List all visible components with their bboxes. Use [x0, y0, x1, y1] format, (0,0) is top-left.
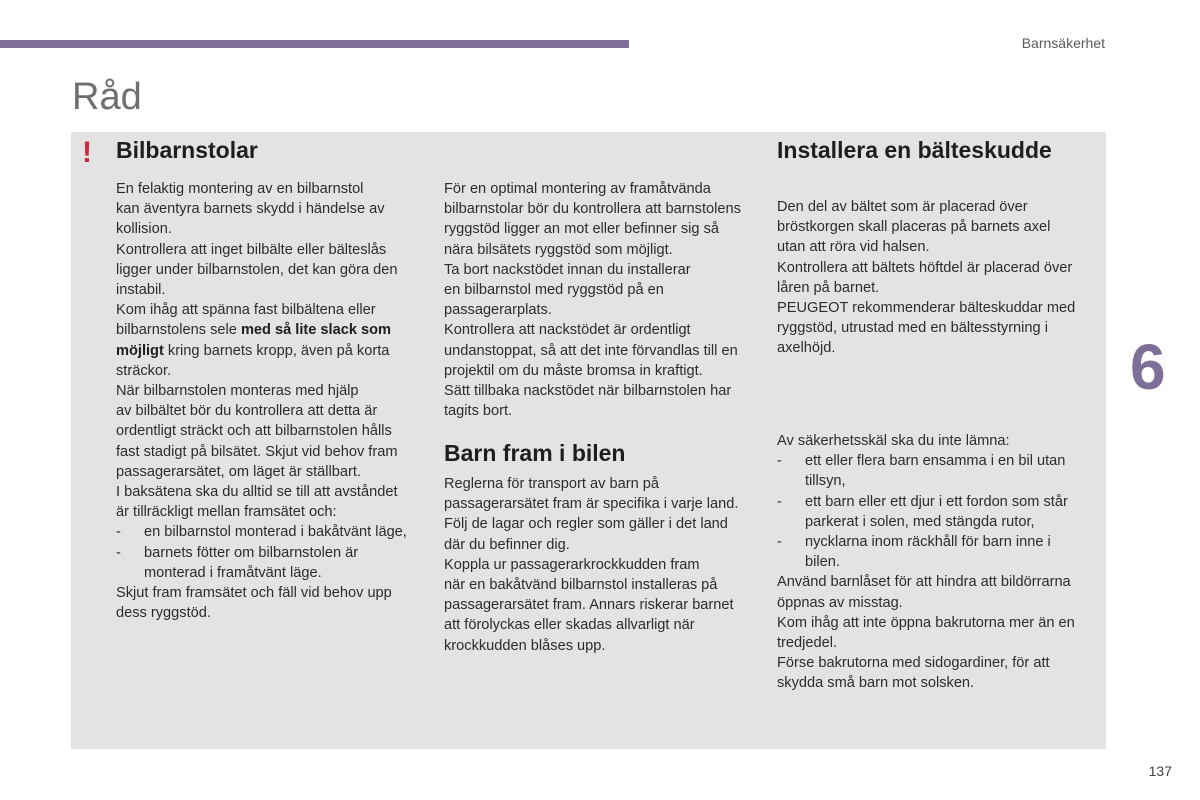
paragraph: Kom ihåg att inte öppna bakrutorna mer än en tredjedel. [777, 614, 1075, 652]
paragraph: Reglerna för transport av barn på passagerarsätet fram är specifika i varje land. Följ de lagar och regler som gäller i det land där du befinner dig. [444, 476, 739, 553]
paragraph: Koppla ur passagerarkrockkudden fram när en bakåtvänd bilbarnstol installeras på passagerarsätet fram. Annars riskerar barnet att förolyckas eller skadas allvarligt när krockkudden blåses upp. [444, 556, 734, 654]
paragraph: Kontrollera att inget bilbälte eller bälteslås ligger under bilbarnstolen, det kan göra den instabil. [116, 241, 398, 299]
paragraph: PEUGEOT rekommenderar bälteskuddar med ryggstöd, utrustad med en bältesstyrning i axelhöjd. [777, 300, 1076, 357]
balteskudde-text [777, 197, 1097, 359]
list-item: - en bilbarnstol monterad i bakåtvänt läge, [116, 524, 407, 541]
paragraph: Av säkerhetsskäl ska du inte lämna: [777, 433, 1010, 449]
paragraph: För en optimal montering av framåtvända bilbarnstolar bör du kontrollera att barnstolens ryggstöd ligger an mot eller befinner sig så nära bilsätets ryggstöd som möjligt. [444, 181, 741, 258]
paragraph: Kom ihåg att spänna fast bilbältena eller bilbarnstolens sele med så lite slack som möjligt kring barnets kropp, även på korta sträckor. [116, 302, 392, 379]
list-item: - nycklarna inom räckhåll för barn inne i bilen. [777, 534, 1051, 571]
paragraph: Använd barnlåset för att hindra att bildörrarna öppnas av misstag. [777, 574, 1071, 611]
paragraph: I baksätena ska du alltid se till att avståndet är tillräckligt mellan framsätet och: [116, 484, 398, 521]
sakerhet-text [777, 431, 1097, 694]
bilbarnstolar-text [116, 179, 436, 623]
paragraph: Skjut fram framsätet och fäll vid behov upp dess ryggstöd. [116, 585, 392, 622]
chapter-number: 6 [1130, 331, 1166, 403]
heading-balteskudde: Installera en bälteskudde [777, 137, 1052, 163]
heading-bilbarnstolar: Bilbarnstolar [116, 137, 258, 163]
list-item: - ett eller flera barn ensamma i en bil utan tillsyn, [777, 453, 1066, 490]
paragraph: Sätt tillbaka nackstödet när bilbarnstolen har tagits bort. [444, 383, 732, 420]
list-item: - barnets fötter om bilbarnstolen är monterad i framåtvänt läge. [116, 544, 359, 581]
exclamation-warning-icon: ! [82, 136, 92, 169]
paragraph: Den del av bältet som är placerad över bröstkorgen skall placeras på barnets axel utan att röra vid halsen. [777, 199, 1051, 256]
paragraph: En felaktig montering av en bilbarnstol kan äventyra barnets skydd i händelse av kollision. [116, 181, 385, 238]
header-accent-bar [0, 40, 629, 48]
paragraph: Ta bort nackstödet innan du installerar en bilbarnstol med ryggstöd på en passagerarplats. [444, 261, 691, 319]
list-item: - ett barn eller ett djur i ett fordon som står parkerat i solen, med stängda rutor, [777, 493, 1068, 530]
paragraph: När bilbarnstolen monteras med hjälp av bilbältet bör du kontrollera att detta är ordentligt sträckt och att bilbarnstolen hålls fast stadigt på bilsätet. Skjut vid behov fram passagerarsätet, om läget är ställbart. [116, 383, 398, 480]
framatvanda-text [444, 179, 764, 421]
page-title: Råd [72, 76, 142, 118]
emphasis-text: möjligt [116, 342, 164, 359]
emphasis-text: med så lite slack som [240, 322, 392, 339]
paragraph: Kontrollera att bältets höftdel är placerad över låren på barnet. [777, 259, 1073, 296]
page-number: 137 [1148, 763, 1172, 779]
heading-barn-fram: Barn fram i bilen [444, 440, 626, 466]
running-head: Barnsäkerhet [1021, 35, 1105, 51]
barn-fram-text [444, 474, 764, 656]
paragraph: Förse bakrutorna med sidogardiner, för att skydda små barn mot solsken. [777, 655, 1050, 692]
paragraph: Kontrollera att nackstödet är ordentligt undanstoppat, så att det inte förvandlas till en projektil om du måste bromsa in kraftigt. [444, 322, 738, 379]
